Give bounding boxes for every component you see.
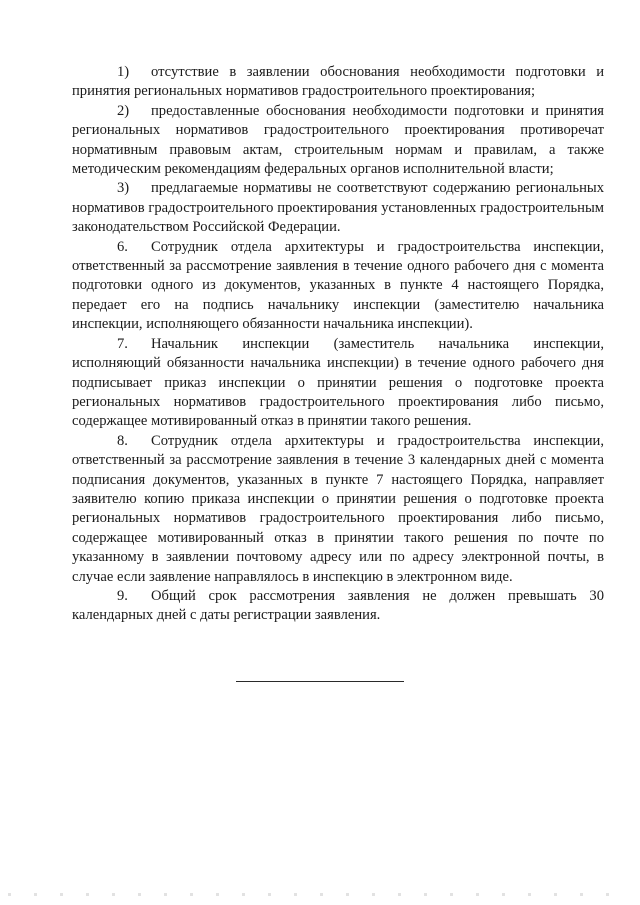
paragraph-text: Общий срок рассмотрения заявления не должен превышать 30 календарных дней с даты регистрации заявления. [72,587,604,624]
paragraph-number: 7. [117,335,128,352]
paragraph-section-6 [72,238,604,335]
document-body [72,63,604,626]
paragraph-section-9 [72,587,604,626]
paragraph-number: 9. [117,587,128,604]
paragraph-number: 1) [117,64,130,80]
end-divider-line [236,681,404,682]
paragraph-item-1 [72,63,604,102]
paragraph-number: 8. [117,432,128,449]
paragraph-text: предоставленные обоснования необходимости подготовки и принятия региональных нормативов градостроительного проектирования противоречат нормативным правовым актам, строительным нормам и правилам, а также методическим рекомендациям федеральных органов исполнительной власти; [72,102,604,178]
paragraph-text: Сотрудник отдела архитектуры и градостроительства инспекции, ответственный за рассмотрение заявления в течение одного рабочего дня с момента подготовки одного из документов, указанных в пункте 4 настоящего Порядка, передает его на подпись начальнику инспекции (заместителю начальника инспекции, исполняющего обязанности начальника инспекции). [72,238,604,333]
paragraph-section-8 [72,432,604,587]
scan-footer-noise [8,893,632,896]
paragraph-text: отсутствие в заявлении обоснования необходимости подготовки и принятия региональных нормативов градостроительного проектирования; [72,64,604,100]
paragraph-number: 2) [117,102,130,119]
paragraph-text: Сотрудник отдела архитектуры и градостроительства инспекции, ответственный за рассмотрение заявления в течение 3 календарных дней с момента подписания документов, указанных в пункте 7 настоящего Порядка, направляет заявителю копию приказа инспекции о принятии решения о подготовке проекта региональных нормативов градостроительного проектирования либо письмо, содержащее мотивированный отказ в принятии такого решения по почте по указанному в заявлении почтовому адресу или по адресу электронной почты, в случае если заявление направлялось в инспекцию в электронном виде. [72,432,604,585]
paragraph-text: предлагаемые нормативы не соответствуют содержанию региональных нормативов градостроительного проектирования установленных градостроительным законодательством Российской Федерации. [72,180,604,236]
paragraph-number: 3) [117,180,130,197]
paragraph-item-2 [72,102,604,180]
paragraph-number: 6. [117,238,128,255]
paragraph-text: Начальник инспекции (заместитель начальника инспекции, исполняющий обязанности начальника инспекции) в течение одного рабочего дня подписывает приказ инспекции о принятии решения о подготовке проекта региональных нормативов градостроительного проектирования либо письмо, содержащее мотивированный отказ в принятии такого решения. [72,335,604,430]
paragraph-item-3 [72,179,604,237]
paragraph-section-7 [72,335,604,432]
